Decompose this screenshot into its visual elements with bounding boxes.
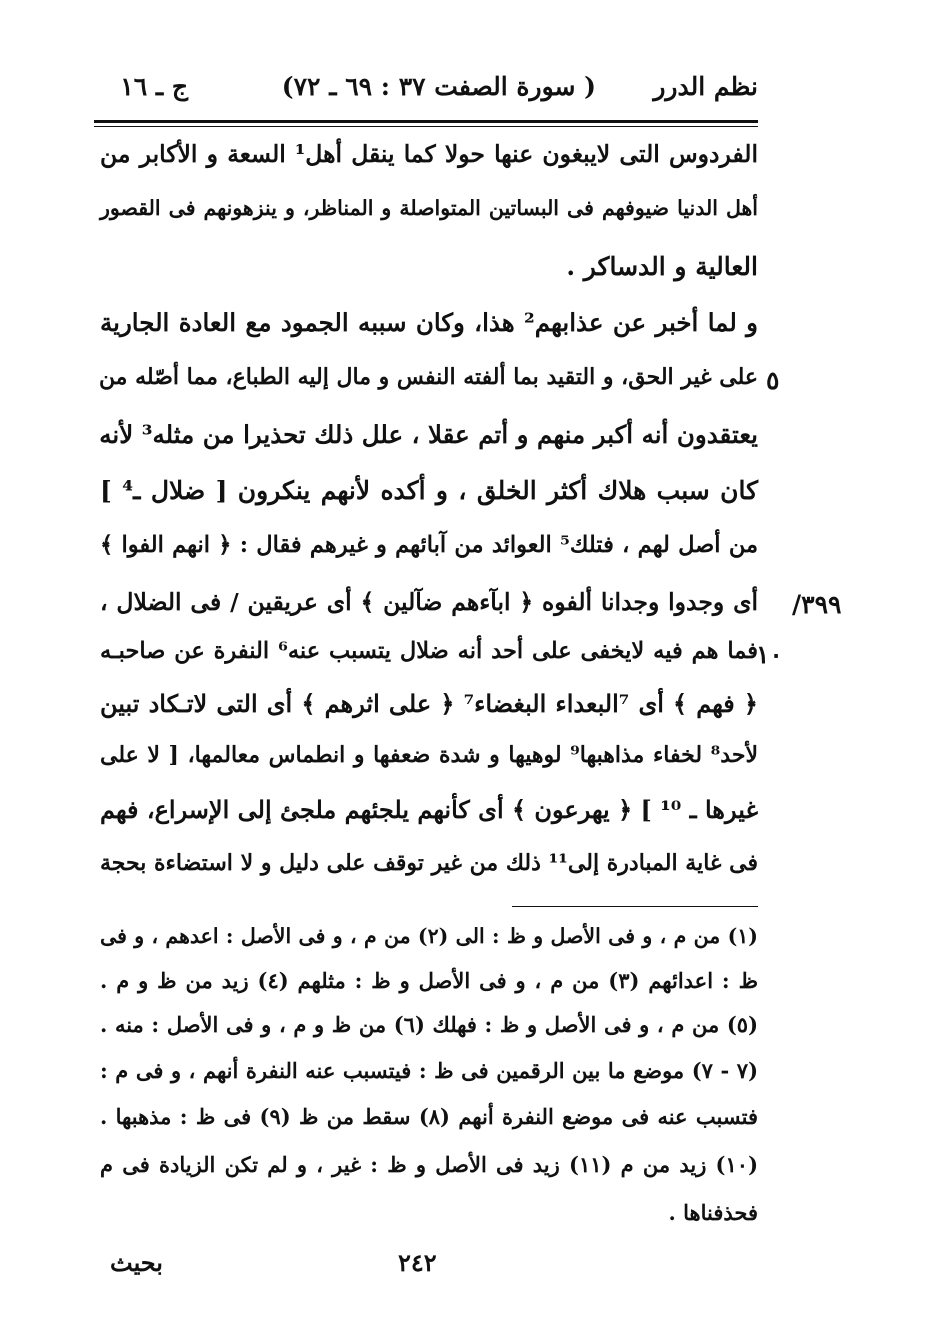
text-line: غيرها ـ ¹⁰ ] ﴿ يهرعون ﴾ أى كأنهم يلجئهم ملجئ إلى الإسراع، فهم xyxy=(99,795,758,824)
text-line: الفردوس التى لايبغون عنها حولا كما ينقل أهل¹ السعة و الأكابر من xyxy=(100,140,758,168)
header-rule-thick xyxy=(94,120,758,123)
line-number-10: ١٠ xyxy=(756,640,783,669)
text-line: على غير الحق، و التقيد بما ألفته النفس و مال إليه الطباع، مما أصّله من xyxy=(98,364,758,390)
footnote-line: ظ : اعدائهم (٣) من م ، و فى الأصل و ظ : مثلهم (٤) زيد من ظ و م . xyxy=(100,968,759,993)
running-header-surah-ref: ( سورة الصفت ٣٧ : ٦٩ ـ ٧٢) xyxy=(281,72,596,101)
footnote-line: (١٠) زيد من م (١١) زيد فى الأصل و ظ : غير ، و لم تكن الزيادة فى م xyxy=(100,1152,758,1177)
text-line: فى غاية المبادرة إلى¹¹ ذلك من غير توقف على دليل و لا استضاءة بحجة xyxy=(100,850,758,876)
page-number: ٢٤٢ xyxy=(398,1248,437,1277)
header-rule-thin xyxy=(94,126,758,127)
running-header-title: نظم الدرر xyxy=(653,72,758,101)
footnote-line: (١) من م ، و فى الأصل و ظ : الى (٢) من م ، و فى الأصل : اعدهم ، و فى xyxy=(100,924,758,948)
footnote-separator xyxy=(512,906,758,907)
text-line: كان سبب هلاك أكثر الخلق ، و أكده لأنهم ينكرون [ ضلال ـ⁴ ] xyxy=(100,476,758,505)
text-line: فما هم فيه لايخفى على أحد أنه ضلال يتسبب عنه⁶ النفرة عن صاحبـه xyxy=(100,638,758,664)
text-line: و لما أخبر عن عذابهم² هذا، وكان سببه الجمود مع العادة الجارية xyxy=(100,308,758,337)
text-line: ﴿ فهم ﴾ أى ⁷البعداء البغضاء⁷ ﴿ على اثرهم ﴾ أى التى لاتـكاد تبين xyxy=(100,689,758,718)
text-line: العالية و الدساكر . xyxy=(566,252,758,281)
text-line: أهل الدنيا ضيوفهم فى البساتين المتواصلة و المناظر، و ينزهونهم فى القصور xyxy=(100,196,758,220)
manuscript-folio-marker: ٣٩٩/ xyxy=(792,590,842,619)
catchword: بحيث xyxy=(110,1248,163,1277)
footnote-line: (٥) من م ، و فى الأصل و ظ : فهلك (٦) من ظ و م ، و فى الأصل : منه . xyxy=(100,1012,758,1037)
running-header-part: ج ـ ١٦ xyxy=(120,72,188,101)
text-line: أى وجدوا وجدانا ألفوه ﴿ ابآءهم ضآلين ﴾ أى عريقين / فى الضلال ، xyxy=(100,588,758,616)
text-line: من أصل لهم ، فتلك⁵ العوائد من آبائهم و غيرهم فقال : ﴿ انهم الفوا ﴾ xyxy=(100,532,758,558)
footnote-line: (٧ - ٧) موضع ما بين الرقمين فى ظ : فيتسبب عنه النفرة أنهم ، و فى م : xyxy=(100,1058,759,1083)
footnote-line: فحذفناها . xyxy=(668,1200,758,1225)
line-number-5: ٥ xyxy=(766,366,780,395)
text-line: لأحد⁸ لخفاء مذاهبها⁹ لوهيها و شدة ضعفها و انطماس معالمها، [ لا على xyxy=(100,742,758,768)
footnote-line: فتسبب عنه فى موضع النفرة أنهم (٨) سقط من ظ (٩) فى ظ : مذهبها . xyxy=(100,1104,758,1129)
text-line: يعتقدون أنه أكبر منهم و أتم عقلا ، علل ذلك تحذيرا من مثله³ لأنه xyxy=(99,420,758,449)
